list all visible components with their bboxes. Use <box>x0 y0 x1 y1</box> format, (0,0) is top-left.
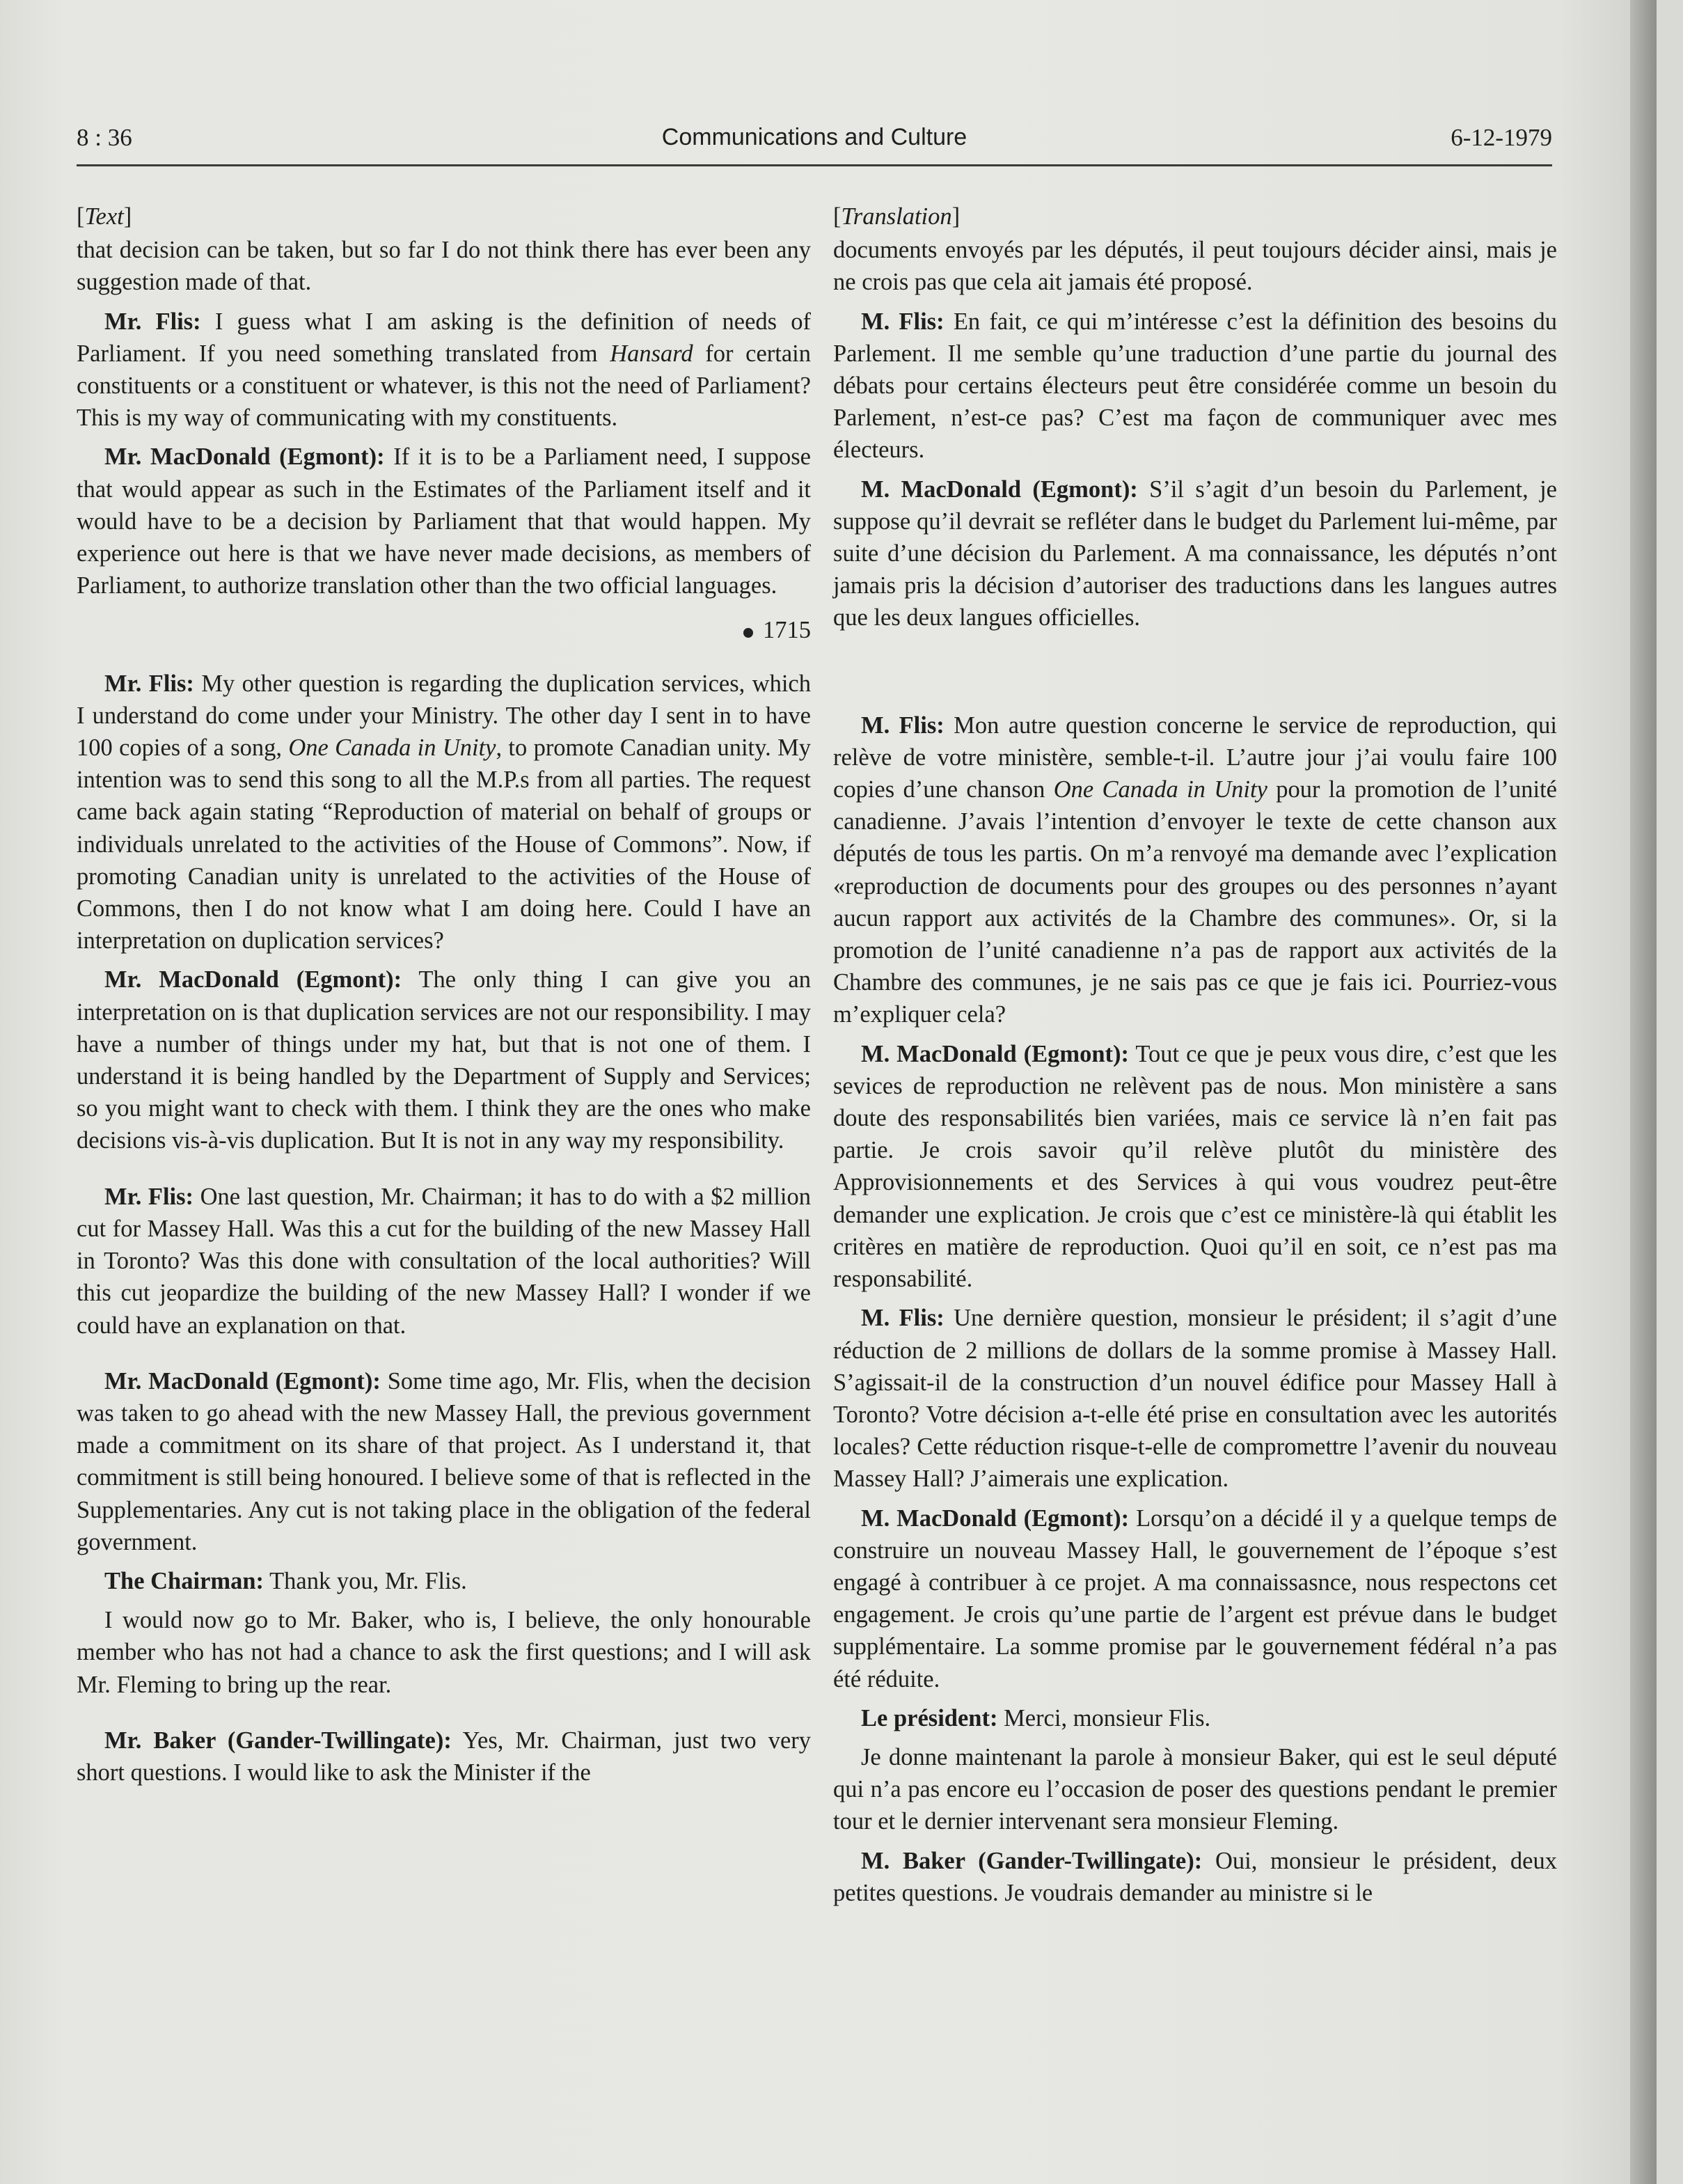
speaker-name: M. MacDonald (Egmont): <box>861 476 1138 503</box>
paragraph: M. MacDonald (Egmont): S’il s’agit d’un besoin du Parlement, je suppose qu’il devrait se refléter dans le budget du Parlement lui-même, par suite d’une décision du Parlement. A ma connaissance, les députés n’ont jamais pris la décision d’autoriser des traductions dans les langues autres que les deux langues officielles. <box>833 476 1557 631</box>
paragraph: that decision can be taken, but so far I do not think there has ever been any suggestion made of that. <box>77 237 811 296</box>
bullet-icon <box>743 628 753 638</box>
speaker-name: Mr. Baker (Gander-Twillingate): <box>104 1727 452 1754</box>
paragraph: Mr. Flis: My other question is regarding the duplication services, which I understand do come under your Ministry. The other day I sent in to have 100 copies of a song, One Canada in Unity, to promote Canadian unity. My intention was to send this song to all the M.P.s from all parties. The request came back again stating “Reproduction of material on behalf of groups or individuals unrelated to the activities of the House of Commons”. Now, if promoting Canadian unity is unrelated to the activities of the House of Commons, then I do not know what I am doing here. Could I have an interpretation on duplication services? <box>77 670 812 954</box>
french-column <box>833 201 1557 1916</box>
speaker-name: M. MacDonald (Egmont): <box>861 1040 1130 1067</box>
speaker-name: M. Baker (Gander-Twillingate): <box>861 1847 1203 1874</box>
speaker-name: Mr. MacDonald (Egmont): <box>104 443 385 471</box>
paragraph: I would now go to Mr. Baker, who is, I believe, the only honourable member who has not had a chance to ask the first questions; and I will ask Mr. Fleming to bring up the rear. <box>77 1607 811 1698</box>
paragraph: The Chairman: Thank you, Mr. Flis. <box>104 1567 467 1594</box>
paragraph: Mr. MacDonald (Egmont): If it is to be a Parliament need, I suppose that would appear as such in the Estimates of the Parliament itself and it would have to be a decision by Parliament that that would happen. My experience out here is that we have never made decisions, as members of Parliament, to authorize translation other than the two official languages. <box>77 443 811 599</box>
speaker-name: M. Flis: <box>861 712 945 739</box>
paragraph: M. MacDonald (Egmont): Tout ce que je peux vous dire, c’est que les sevices de reproduction ne relèvent pas de nous. Mon ministère a sans doute des responsabilités bien variées, mais ce service là n’en fait pas partie. Je crois savoir qu’il relève plutôt du ministère des Approvisionnements et des Services à qui vous voudrez peut-être demander une explication. Je crois que c’est ce ministère-là qui établit les critères en matière de reproduction. Quoi qu’il en soit, ce n’est pas ma responsabilité. <box>833 1040 1557 1293</box>
paragraph: M. Flis: En fait, ce qui m’intéresse c’est la définition des besoins du Parlement. Il me semble qu’une traduction d’une partie du journal des débats pour certains électeurs peut être considérée comme un besoin du Parlement, n’est-ce pas? C’est ma façon de communiquer avec mes électeurs. <box>833 308 1557 464</box>
speaker-name: Mr. MacDonald (Egmont): <box>104 1367 381 1395</box>
page-binding-edge <box>1630 0 1657 2184</box>
translation-tag: [Translation] <box>833 203 961 230</box>
sitting-date: 6-12-1979 <box>1451 124 1552 151</box>
paragraph: Le président: Merci, monsieur Flis. <box>861 1704 1211 1731</box>
speaker-name: Mr. Flis: <box>104 670 194 697</box>
time-marker: 1715 <box>77 614 811 646</box>
text-tag: [Text] <box>77 203 132 230</box>
speaker-name: M. Flis: <box>861 1305 945 1332</box>
paragraph: M. Baker (Gander-Twillingate): Oui, monsieur le président, deux petites questions. Je voudrais demander au ministre si le <box>833 1847 1557 1906</box>
page-number: 8 : 36 <box>77 124 132 151</box>
paragraph: Mr. Baker (Gander-Twillingate): Yes, Mr. Chairman, just two very short questions. I would like to ask the Minister if the <box>77 1727 811 1786</box>
running-title: Communications and Culture <box>661 124 967 150</box>
paragraph: Mr. MacDonald (Egmont): Some time ago, Mr. Flis, when the decision was taken to go ahead with the new Massey Hall, the previous government made a commitment on its share of that project. As I understand it, that commitment is still being honoured. I believe some of that is reflected in the Supplementaries. Any cut is not taking place in the obligation of the federal government. <box>77 1367 811 1555</box>
speaker-name: Mr. MacDonald (Egmont): <box>104 966 402 993</box>
speaker-name: The Chairman: <box>104 1567 264 1594</box>
paragraph: M. Flis: Mon autre question concerne le service de reproduction, qui relève de votre ministère, semble-t-il. L’autre jour j’ai voulu faire 100 copies d’une chanson One Canada in Unity pour la promotion de l’unité canadienne. J’avais l’intention d’envoyer le texte de cette chanson aux députés de tous les partis. On m’a renvoyé ma demande avec l’explication «reproduction de documents pour des groupes ou des personnes n’ayant aucun rapport aux activités de la Chambre des communes». Or, si la promotion de l’unité canadienne n’a pas de rapport aux activités de la Chambre des communes, je ne sais pas ce que je fais ici. Pourriez-vous m’expliquer cela? <box>833 712 1557 1028</box>
speaker-name: Mr. Flis: <box>104 308 201 335</box>
speaker-name: Mr. Flis: <box>104 1183 194 1210</box>
english-column <box>77 201 811 1796</box>
header-rule <box>77 164 1552 166</box>
speaker-name: Le président: <box>861 1704 998 1731</box>
speaker-name: M. MacDonald (Egmont): <box>861 1505 1130 1532</box>
paragraph: M. Flis: Une dernière question, monsieur le président; il s’agit d’une réduction de 2 millions de dollars de la somme promise à Massey Hall. S’agissait-il de la construction d’un nouvel édifice pour Massey Hall à Toronto? Votre décision a-t-elle été prise en consultation avec les autorités locales? Cette réduction risque-t-elle de compromettre l’avenir du nouveau Massey Hall? J’aimerais une explication. <box>833 1305 1557 1493</box>
paragraph: M. MacDonald (Egmont): Lorsqu’on a décidé il y a quelque temps de construire un nouveau Massey Hall, le gouvernement de l’époque s’est engagé à contribuer à ce projet. A ma connaissasnce, nous respectons cet engagement. Je crois qu’une partie de l’argent est prévue dans le budget supplémentaire. La somme promise par le gouvernement fédéral n’a pas été réduite. <box>833 1505 1557 1692</box>
paragraph: documents envoyés par les députés, il peut toujours décider ainsi, mais je ne crois pas que cela ait jamais été proposé. <box>833 237 1557 296</box>
paragraph: Mr. MacDonald (Egmont): The only thing I can give you an interpretation on is that duplication services are not our responsibility. I may have a number of things under my hat, but that is not one of them. I understand it is being handled by the Department of Supply and Services; so you might want to check with them. I think they are the ones who make decisions vis-à-vis duplication. But It is not in any way my responsibility. <box>77 966 811 1154</box>
paragraph: Je donne maintenant la parole à monsieur Baker, qui est le seul député qui n’a pas encore eu l’occasion de poser des questions pendant le premier tour et le dernier intervenant sera monsieur Fleming. <box>833 1743 1557 1835</box>
speaker-name: M. Flis: <box>861 308 945 335</box>
paragraph: Mr. Flis: I guess what I am asking is the definition of needs of Parliament. If you need something translated from Hansard for certain constituents or a constituent or whatever, is this not the need of Parliament? This is my way of communicating with my constituents. <box>77 308 811 432</box>
paragraph: Mr. Flis: One last question, Mr. Chairman; it has to do with a $2 million cut for Massey Hall. Was this a cut for the building of the new Massey Hall in Toronto? Was this done with consultation of the local authorities? Will this cut jeopardize the building of the new Massey Hall? I wonder if we could have an explanation on that. <box>77 1183 811 1339</box>
page-header <box>77 124 1552 166</box>
